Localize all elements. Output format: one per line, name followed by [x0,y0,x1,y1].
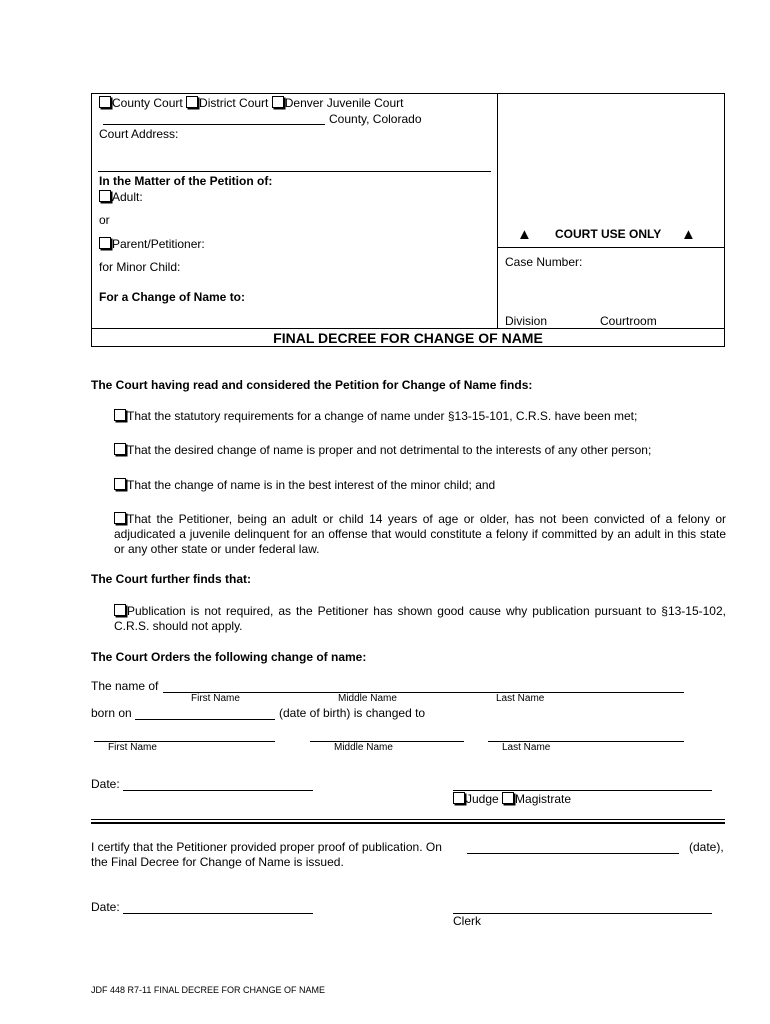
findings-heading: The Court having read and considered the Petition for Change of Name finds: [91,378,533,392]
court-address-label: Court Address: [99,127,179,141]
change-to-label: For a Change of Name to: [99,290,246,304]
parent-option [99,237,205,251]
caption-divider-court-use [497,247,725,248]
court-type-options [99,96,403,110]
clerk-date-label: Date: [91,900,120,914]
current-last-name-label: Last Name [496,693,545,704]
date-of-birth-field[interactable] [135,719,275,720]
finding-2-checkbox[interactable] [114,443,126,455]
orders-heading: The Court Orders the following change of name: [91,650,367,664]
county-court-label: County Court [112,96,183,110]
adult-option [99,190,143,204]
born-on-label: born on [91,706,132,720]
finding-1-text: That the statutory requirements for a change of name under §13-15-101, C.R.S. have been met; [127,409,638,423]
publication-date-field[interactable] [467,853,679,854]
order-date-field[interactable] [123,790,313,791]
caption-divider-vertical [497,93,498,329]
finding-2-text: That the desired change of name is proper and not detrimental to the interests of any other person; [127,443,652,457]
magistrate-checkbox[interactable] [502,792,514,804]
parent-checkbox[interactable] [99,237,111,249]
publication-finding [114,604,726,634]
judge-magistrate-options [453,792,571,806]
finding-3 [114,478,726,493]
county-suffix: County, Colorado [329,112,422,126]
triangle-left-icon: ▲ [517,226,532,243]
further-heading: The Court further finds that: [91,572,251,586]
courtroom-label: Courtroom [600,314,657,328]
current-first-name-label: First Name [191,693,240,704]
clerk-signature-field[interactable] [453,913,712,914]
clerk-label: Clerk [453,914,482,928]
matter-label: In the Matter of the Petition of: [99,174,273,188]
certify-text-end: the Final Decree for Change of Name is issued. [91,855,344,869]
finding-3-text: That the change of name is in the best interest of the minor child; and [127,478,496,492]
finding-2 [114,443,726,458]
clerk-date-field[interactable] [123,913,313,914]
form-footer: JDF 448 R7-11 FINAL DECREE FOR CHANGE OF NAME [91,985,326,995]
finding-1-checkbox[interactable] [114,409,126,421]
triangle-right-icon: ▲ [681,226,696,243]
caption-box [91,93,725,347]
certify-text-start: I certify that the Petitioner provided proper proof of publication. On [91,840,442,854]
case-number-label: Case Number: [505,255,583,269]
dob-changed-label: (date of birth) is changed to [279,706,426,720]
county-court-checkbox[interactable] [99,96,111,108]
court-use-only-label: COURT USE ONLY [555,227,662,241]
minor-child-label: for Minor Child: [99,260,181,274]
district-court-checkbox[interactable] [186,96,198,108]
new-last-name-label: Last Name [502,742,551,753]
title-row-divider [91,328,725,329]
certify-date-suffix: (date), [689,840,724,854]
current-name-field[interactable] [163,692,684,693]
division-label: Division [505,314,548,328]
new-middle-name-label: Middle Name [334,742,393,753]
or-label: or [99,213,110,227]
adult-checkbox[interactable] [99,190,111,202]
finding-3-checkbox[interactable] [114,478,126,490]
district-court-label: District Court [199,96,269,110]
section-separator-top [91,819,725,820]
county-name-field[interactable] [103,124,325,125]
publication-checkbox[interactable] [114,604,126,616]
judge-label: Judge [466,792,499,806]
current-middle-name-label: Middle Name [338,693,397,704]
judge-signature-field[interactable] [453,790,712,791]
publication-text: Publication is not required, as the Petitioner has shown good cause why publication pursuant to §13-15-102, C.R.S. should not apply. [114,604,726,633]
denver-juvenile-court-checkbox[interactable] [272,96,284,108]
magistrate-label: Magistrate [515,792,572,806]
finding-4-text: That the Petitioner, being an adult or child 14 years of age or older, has not been convicted of a felony or adjudicated a juvenile delinquent for an offense that would constitute a felony if committed by an adult in this state or any other state or under federal law. [114,512,726,556]
name-of-label: The name of [91,679,159,693]
finding-1 [114,409,726,424]
new-first-name-label: First Name [108,742,157,753]
finding-4 [114,512,726,557]
section-separator-bottom [91,822,725,824]
court-address-field[interactable] [98,171,491,172]
judge-checkbox[interactable] [453,792,465,804]
denver-juvenile-court-label: Denver Juvenile Court [284,96,404,110]
order-date-label: Date: [91,777,120,791]
adult-label: Adult: [112,190,143,204]
finding-4-checkbox[interactable] [114,512,126,524]
parent-label: Parent/Petitioner: [112,237,205,251]
document-title: FINAL DECREE FOR CHANGE OF NAME [273,330,543,346]
